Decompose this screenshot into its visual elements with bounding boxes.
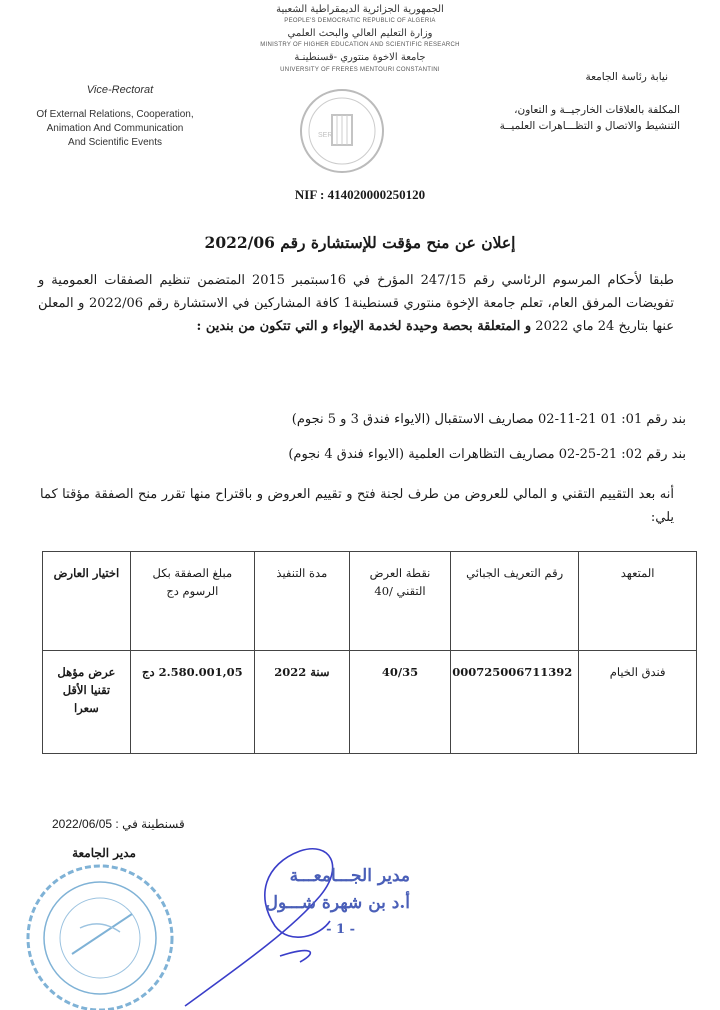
table-header-row [43,552,697,651]
decision-paragraph: أنه بعد التقييم التقني و المالي للعروض من طرف لجنة فتح و تقييم العروض و باقتراح منها تقرر منح الصفقة مؤقتا كما يلي: [40,487,674,525]
cell-bidder: فندق الخيام [579,651,697,754]
official-seal-icon [20,858,180,1010]
vice-rectorat-title: Vice-Rectorat [86,84,154,96]
university-ar: جامعة الاخوة منتوري -قسنطينـة [294,52,426,63]
cell-tax-id: 000725006711392 [451,651,579,754]
vice-rectorat-line-3: And Scientific Events [68,137,162,148]
col-amount: مبلغ الصفقة بكل الرسوم دج [130,552,254,651]
signatory-title: مدير الجامعة [72,846,136,860]
ministry-en: MINISTRY OF HIGHER EDUCATION AND SCIENTIFIC RESEARCH [260,42,460,48]
col-duration: مدة التنفيذ [254,552,349,651]
col-selection: اختيار العارض [43,552,131,651]
intro-text: طبقا لأحكام المرسوم الرئاسي رقم 247/15 المؤرخ في 16سبتمبر 2015 المتضمن تنظيم الصفقات العمومية و تفويضات المرفق العام، تعلم جامعة الإخوة منتوري قسنطينة1 كافة المشاركين في الاستشارة رقم 2022/06 و المعلن عنها بتاريخ 24 ماي 2022 [38,273,675,334]
republic-en: PEOPLE'S DEMOCRATIC REPUBLIC OF ALGERIA [284,18,436,24]
university-seal-icon [298,87,386,175]
vice-rectorat-line-ar-1: المكلفة بالعلاقات الخارجيــة و التعاون، [514,104,680,116]
vice-rectorat-title-ar: نيابة رئاسة الجامعة [585,71,668,83]
place-date [52,817,212,831]
seal-text: SER [318,132,333,139]
cell-amount: 2.580.001,05 دج [130,651,254,754]
page-title: إعلان عن منح مؤقت للإستشارة رقم 2022/06 [204,233,516,252]
stamp-name: أ.د بن شهرة شـــول [265,893,410,913]
cell-selection: عرض مؤهل تقنيا الأقل سعرا [43,651,131,754]
intro-text-bold: و المتعلقة بحصة وحيدة لخدمة الإيواء و التي تتكون من بندين : [196,319,532,334]
col-tax-id: رقم التعريف الجبائي [451,552,579,651]
stamp-number: - 1 - [326,922,355,937]
vice-rectorat-line-1: Of External Relations, Cooperation, [36,109,194,120]
intro-paragraph [38,269,674,338]
col-technical-score: نقطة العرض التقني /40 [349,552,450,651]
item-2: بند رقم 02: 21-25-02 مصاريف التظاهرات العلمية (الايواء فندق 4 نجوم) [288,447,686,462]
award-table [42,551,697,754]
date-value: 2022/06/05 [52,817,113,831]
vice-rectorat-line-ar-2: التنشيط والاتصال و التظـــاهرات العلميــة [499,120,680,132]
item-1: بند رقم 01: 01 21-11-02 مصاريف الاستقبال (الايواء فندق 3 و 5 نجوم) [291,412,686,427]
date-label: قسنطينة في : [115,817,185,831]
nif-number: NIF : 414020000250120 [294,187,426,202]
cell-duration: سنة 2022 [254,651,349,754]
col-bidder: المتعهد [579,552,697,651]
ministry-ar: وزارة التعليم العالي والبحث العلمي [287,28,433,39]
republic-ar: الجمهورية الجزائرية الديمقراطية الشعبية [276,4,444,15]
cell-technical-score: 40/35 [349,651,450,754]
stamp-title: مدير الجـــامعـــة [289,866,410,886]
university-en: UNIVERSITY OF FRERES MENTOURI CONSTANTINI [280,67,440,73]
table-row [43,651,697,754]
vice-rectorat-line-2: Animation And Communication [46,123,184,134]
